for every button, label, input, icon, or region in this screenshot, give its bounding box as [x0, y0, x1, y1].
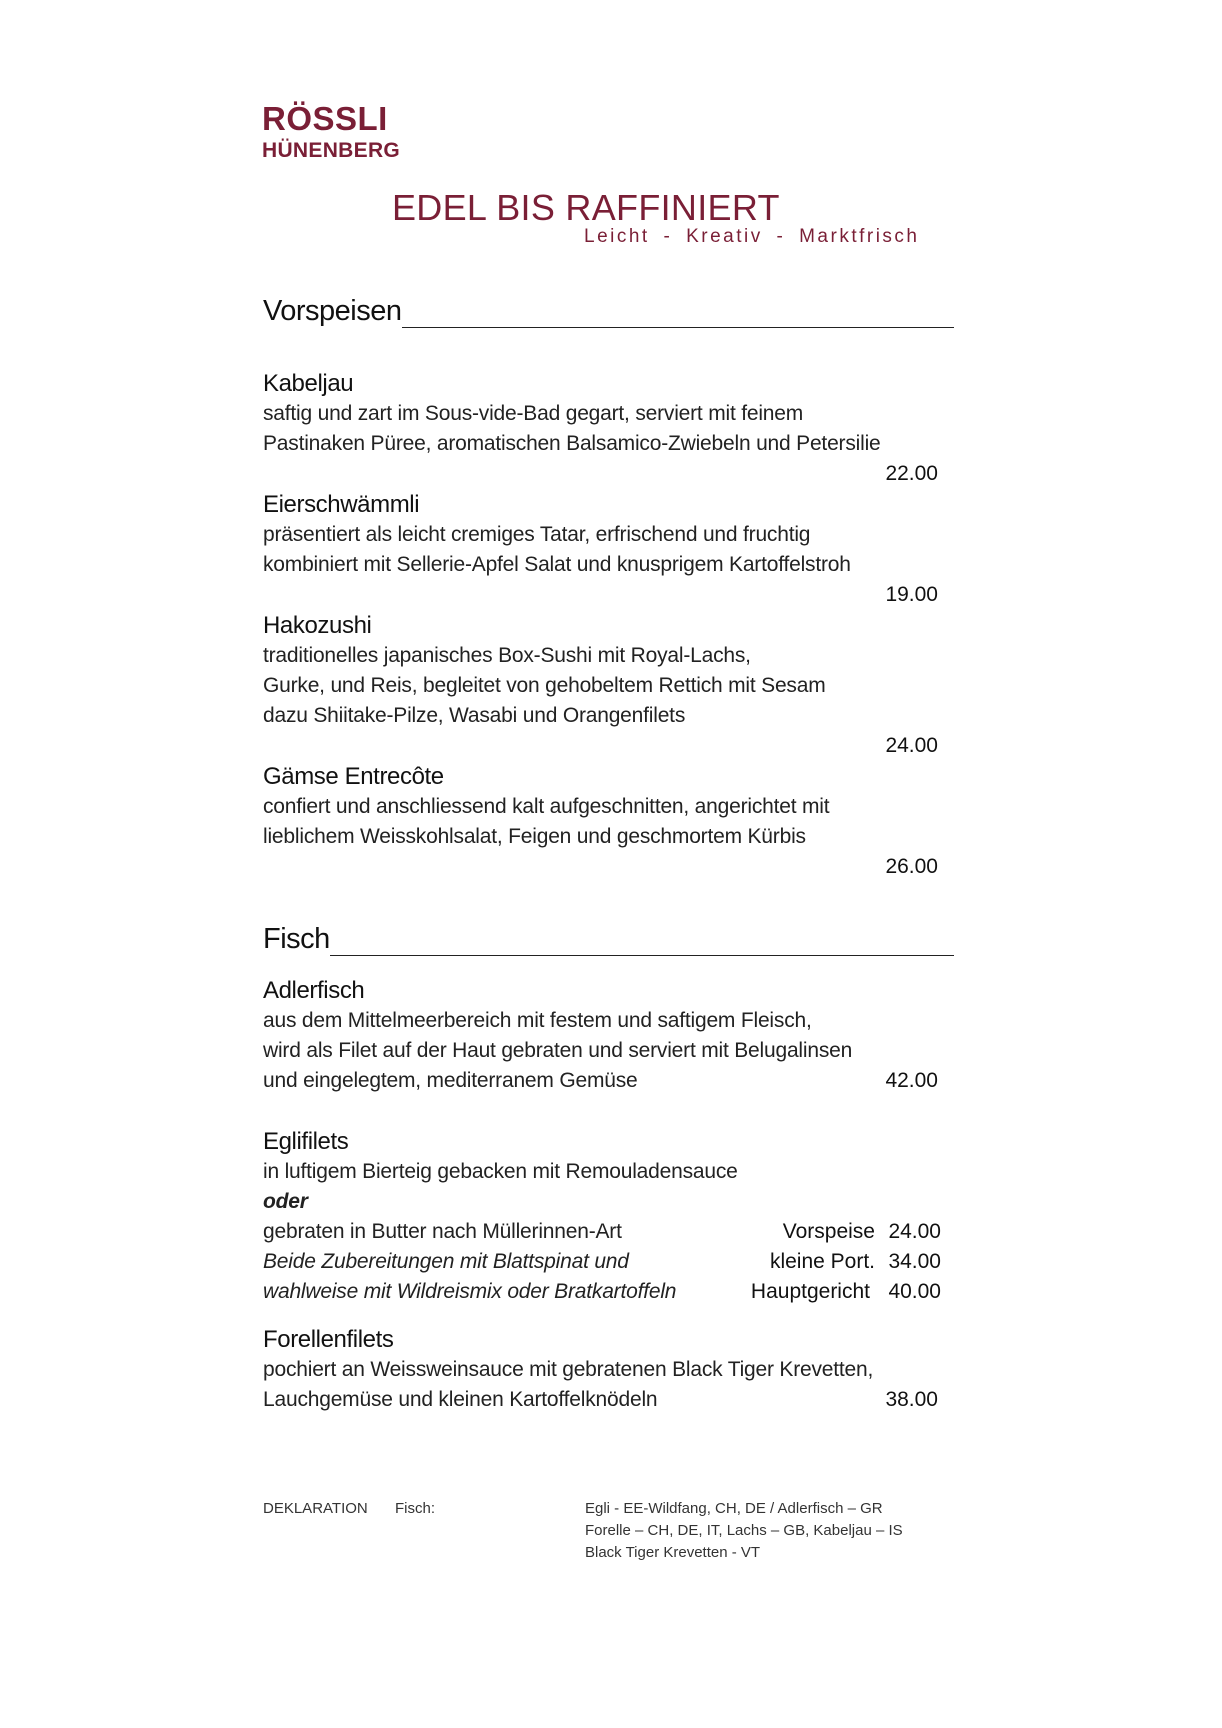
portion-price: 40.00	[888, 1280, 941, 1303]
dish-name: Forellenfilets	[263, 1326, 394, 1353]
dish-description: gebraten in Butter nach Müllerinnen-Art	[263, 1220, 622, 1243]
dish-description: Lauchgemüse und kleinen Kartoffelknödeln	[263, 1388, 658, 1411]
dish-description: und eingelegtem, mediterranem Gemüse	[263, 1069, 638, 1092]
dish-name: Adlerfisch	[263, 977, 365, 1004]
portion-label: Vorspeise	[782, 1220, 875, 1243]
section-heading: Fisch	[263, 923, 330, 955]
dish-price: 22.00	[885, 462, 938, 485]
section-rule	[402, 327, 955, 328]
logo-roessli: RÖSSLI	[262, 100, 388, 137]
section-heading: Vorspeisen	[263, 295, 402, 327]
portion-price: 24.00	[888, 1220, 941, 1243]
dish-price: 19.00	[885, 583, 938, 606]
dish-description: Pastinaken Püree, aromatischen Balsamico-Zwiebeln und Petersilie	[263, 432, 881, 455]
portion-label: kleine Port.	[769, 1250, 875, 1273]
dish-price: 26.00	[885, 855, 938, 878]
dish-description: präsentiert als leicht cremiges Tatar, erfrischend und fruchtig	[263, 523, 811, 546]
deklaration-line: Black Tiger Krevetten - VT	[585, 1544, 761, 1561]
dish-description: kombiniert mit Sellerie-Apfel Salat und knusprigem Kartoffelstroh	[263, 553, 851, 576]
dish-price: 24.00	[885, 734, 938, 757]
section-fisch	[263, 912, 954, 956]
dish-description: in luftigem Bierteig gebacken mit Remouladensauce	[263, 1160, 738, 1183]
dish-name: Gämse Entrecôte	[263, 763, 444, 790]
dish-description: aus dem Mittelmeerbereich mit festem und saftigem Fleisch,	[263, 1009, 812, 1032]
dish-description: Gurke, und Reis, begleitet von gehobeltem Rettich mit Sesam	[263, 674, 826, 697]
dish-description: traditionelles japanisches Box-Sushi mit Royal-Lachs,	[263, 644, 751, 667]
dish-oder: oder	[263, 1190, 308, 1213]
dish-price: 42.00	[885, 1069, 938, 1092]
deklaration-line: Forelle – CH, DE, IT, Lachs – GB, Kabeljau – IS	[585, 1522, 903, 1539]
dish-description: wird als Filet auf der Haut gebraten und serviert mit Belugalinsen	[263, 1039, 853, 1062]
dish-name: Eierschwämmli	[263, 491, 420, 518]
section-vorspeisen	[263, 284, 954, 328]
menu-subtitle: Leicht - Kreativ - Marktfrisch	[584, 226, 920, 247]
dish-description: wahlweise mit Wildreismix oder Bratkartoffeln	[263, 1280, 677, 1303]
section-rule	[330, 955, 954, 956]
portion-label: Hauptgericht	[750, 1280, 870, 1303]
dish-description: saftig und zart im Sous-vide-Bad gegart, serviert mit feinem	[263, 402, 804, 425]
dish-description: pochiert an Weissweinsauce mit gebratenen Black Tiger Krevetten,	[263, 1358, 874, 1381]
dish-name: Eglifilets	[263, 1128, 349, 1155]
deklaration-label: DEKLARATION	[263, 1500, 368, 1517]
dish-description: dazu Shiitake-Pilze, Wasabi und Orangenfilets	[263, 704, 686, 727]
dish-description: Beide Zubereitungen mit Blattspinat und	[263, 1250, 629, 1273]
logo-huenenberg: HÜNENBERG	[262, 139, 401, 162]
menu-title: EDEL BIS RAFFINIERT	[392, 187, 780, 228]
deklaration-line: Egli - EE-Wildfang, CH, DE / Adlerfisch – GR	[585, 1500, 883, 1517]
dish-description: lieblichem Weisskohlsalat, Feigen und geschmortem Kürbis	[263, 825, 806, 848]
dish-price: 38.00	[885, 1388, 938, 1411]
dish-description: confiert und anschliessend kalt aufgeschnitten, angerichtet mit	[263, 795, 830, 818]
deklaration-category: Fisch:	[395, 1500, 436, 1517]
dish-name: Kabeljau	[263, 370, 354, 397]
portion-price: 34.00	[888, 1250, 941, 1273]
dish-name: Hakozushi	[263, 612, 372, 639]
